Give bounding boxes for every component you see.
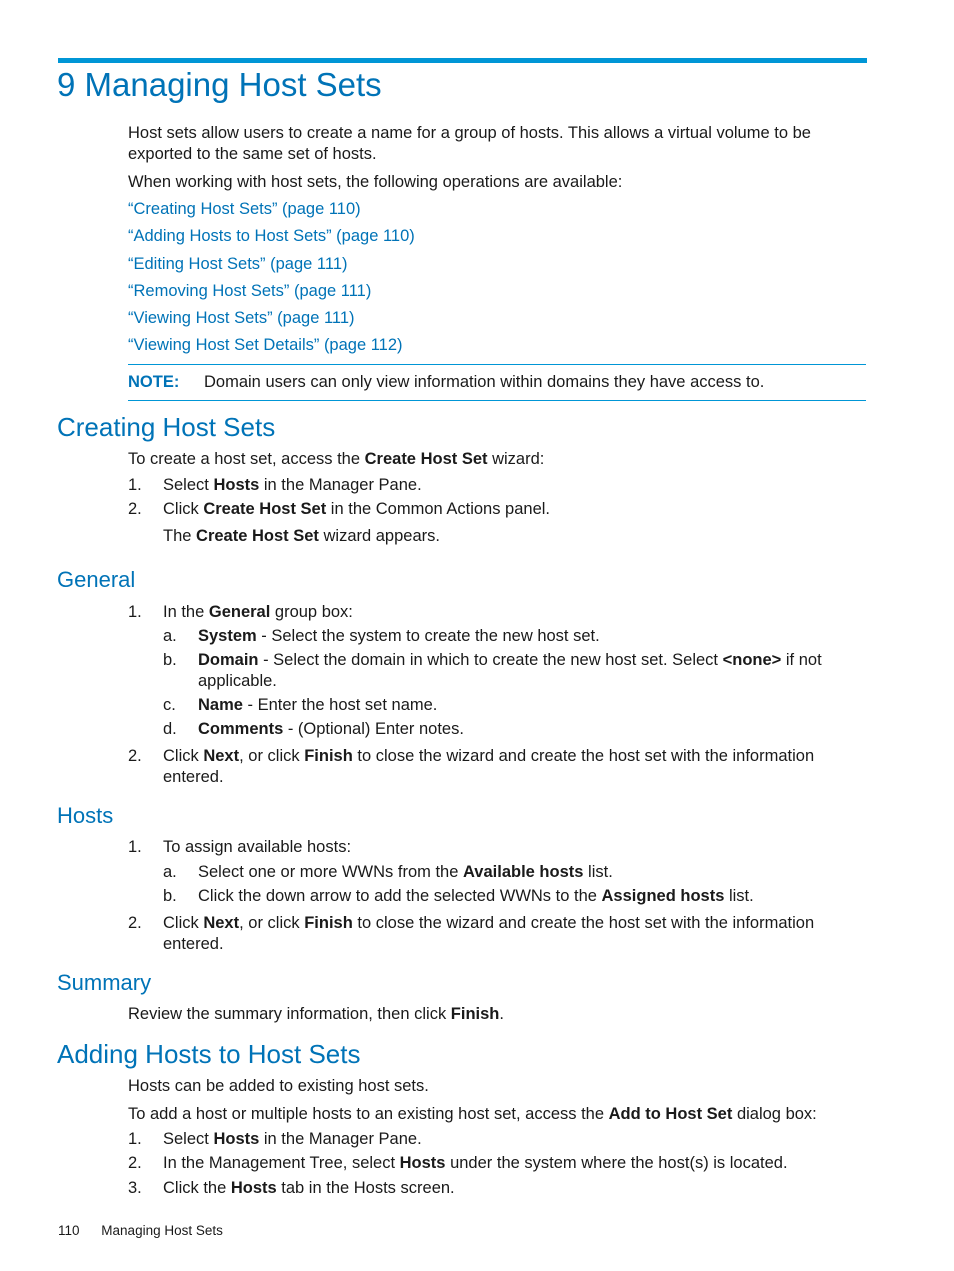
adding-p1: Hosts can be added to existing host sets. <box>128 1077 429 1095</box>
creating-step-2: Click Create Host Set in the Common Actions panel. <box>163 500 551 518</box>
creating-step-2-result: The Create Host Set wizard appears. <box>163 527 440 545</box>
general-substep-domain: Domain - Select the domain in which to create the new host set. Select <none> if not <box>198 651 822 669</box>
step-number: 3. <box>128 1179 142 1197</box>
step-number: 2. <box>128 500 142 518</box>
substep-letter: a. <box>163 627 177 645</box>
substep-letter: c. <box>163 696 176 714</box>
link-creating-host-sets[interactable]: “Creating Host Sets” (page 110) <box>128 200 361 218</box>
adding-step-3: Click the Hosts tab in the Hosts screen. <box>163 1179 455 1197</box>
chapter-title: 9 Managing Host Sets <box>57 66 382 103</box>
chapter-rule <box>58 58 867 63</box>
general-substep-system: System - Select the system to create the new host set. <box>198 627 600 645</box>
hosts-step-1: To assign available hosts: <box>163 838 352 856</box>
adding-step-1: Select Hosts in the Manager Pane. <box>163 1130 422 1148</box>
step-number: 2. <box>128 914 142 932</box>
general-step-2-cont: entered. <box>163 768 224 786</box>
heading-hosts: Hosts <box>57 803 114 828</box>
intro-line-1: Host sets allow users to create a name for a group of hosts. This allows a virtual volume to be <box>128 124 811 142</box>
heading-adding-hosts: Adding Hosts to Host Sets <box>57 1039 361 1069</box>
heading-creating-host-sets: Creating Host Sets <box>57 412 276 442</box>
hosts-step-2-cont: entered. <box>163 935 224 953</box>
link-viewing-host-sets[interactable]: “Viewing Host Sets” (page 111) <box>128 309 355 327</box>
general-substep-comments: Comments - (Optional) Enter notes. <box>198 720 464 738</box>
hosts-substep-a: Select one or more WWNs from the Available hosts list. <box>198 863 613 881</box>
note-text: Domain users can only view information within domains they have access to. <box>204 373 765 391</box>
link-viewing-host-set-details[interactable]: “Viewing Host Set Details” (page 112) <box>128 336 403 354</box>
footer-title: Managing Host Sets <box>101 1223 223 1238</box>
hosts-substep-b: Click the down arrow to add the selected WWNs to the Assigned hosts list. <box>198 887 754 905</box>
link-editing-host-sets[interactable]: “Editing Host Sets” (page 111) <box>128 255 348 273</box>
step-number: 1. <box>128 476 142 494</box>
substep-letter: b. <box>163 887 177 905</box>
general-step-2: Click Next, or click Finish to close the wizard and create the host set with the information <box>163 747 815 765</box>
page-footer <box>58 1223 223 1238</box>
heading-summary: Summary <box>57 970 152 995</box>
step-number: 1. <box>128 603 142 621</box>
hosts-step-2: Click Next, or click Finish to close the wizard and create the host set with the information <box>163 914 815 932</box>
operations-intro: When working with host sets, the following operations are available: <box>128 173 623 191</box>
general-substep-name: Name - Enter the host set name. <box>198 696 438 714</box>
adding-p2: To add a host or multiple hosts to an existing host set, access the Add to Host Set dialog box: <box>128 1105 817 1123</box>
general-substep-domain-cont: applicable. <box>198 672 277 690</box>
general-step-1: In the General group box: <box>163 603 353 621</box>
step-number: 1. <box>128 838 142 856</box>
summary-text: Review the summary information, then click Finish. <box>128 1005 504 1023</box>
substep-letter: d. <box>163 720 177 738</box>
intro-line-2: exported to the same set of hosts. <box>128 145 377 163</box>
link-removing-host-sets[interactable]: “Removing Host Sets” (page 111) <box>128 282 372 300</box>
link-adding-hosts[interactable]: “Adding Hosts to Host Sets” (page 110) <box>128 227 415 245</box>
step-number: 1. <box>128 1130 142 1148</box>
substep-letter: a. <box>163 863 177 881</box>
creating-intro: To create a host set, access the Create Host Set wizard: <box>128 450 545 468</box>
substep-letter: b. <box>163 651 177 669</box>
note-box <box>128 364 866 401</box>
adding-step-2: In the Management Tree, select Hosts under the system where the host(s) is located. <box>163 1154 788 1172</box>
heading-general: General <box>57 567 136 592</box>
step-number: 2. <box>128 747 142 765</box>
note-label: NOTE: <box>128 373 180 391</box>
step-number: 2. <box>128 1154 142 1172</box>
creating-step-1: Select Hosts in the Manager Pane. <box>163 476 422 494</box>
page-number: 110 <box>58 1223 80 1238</box>
